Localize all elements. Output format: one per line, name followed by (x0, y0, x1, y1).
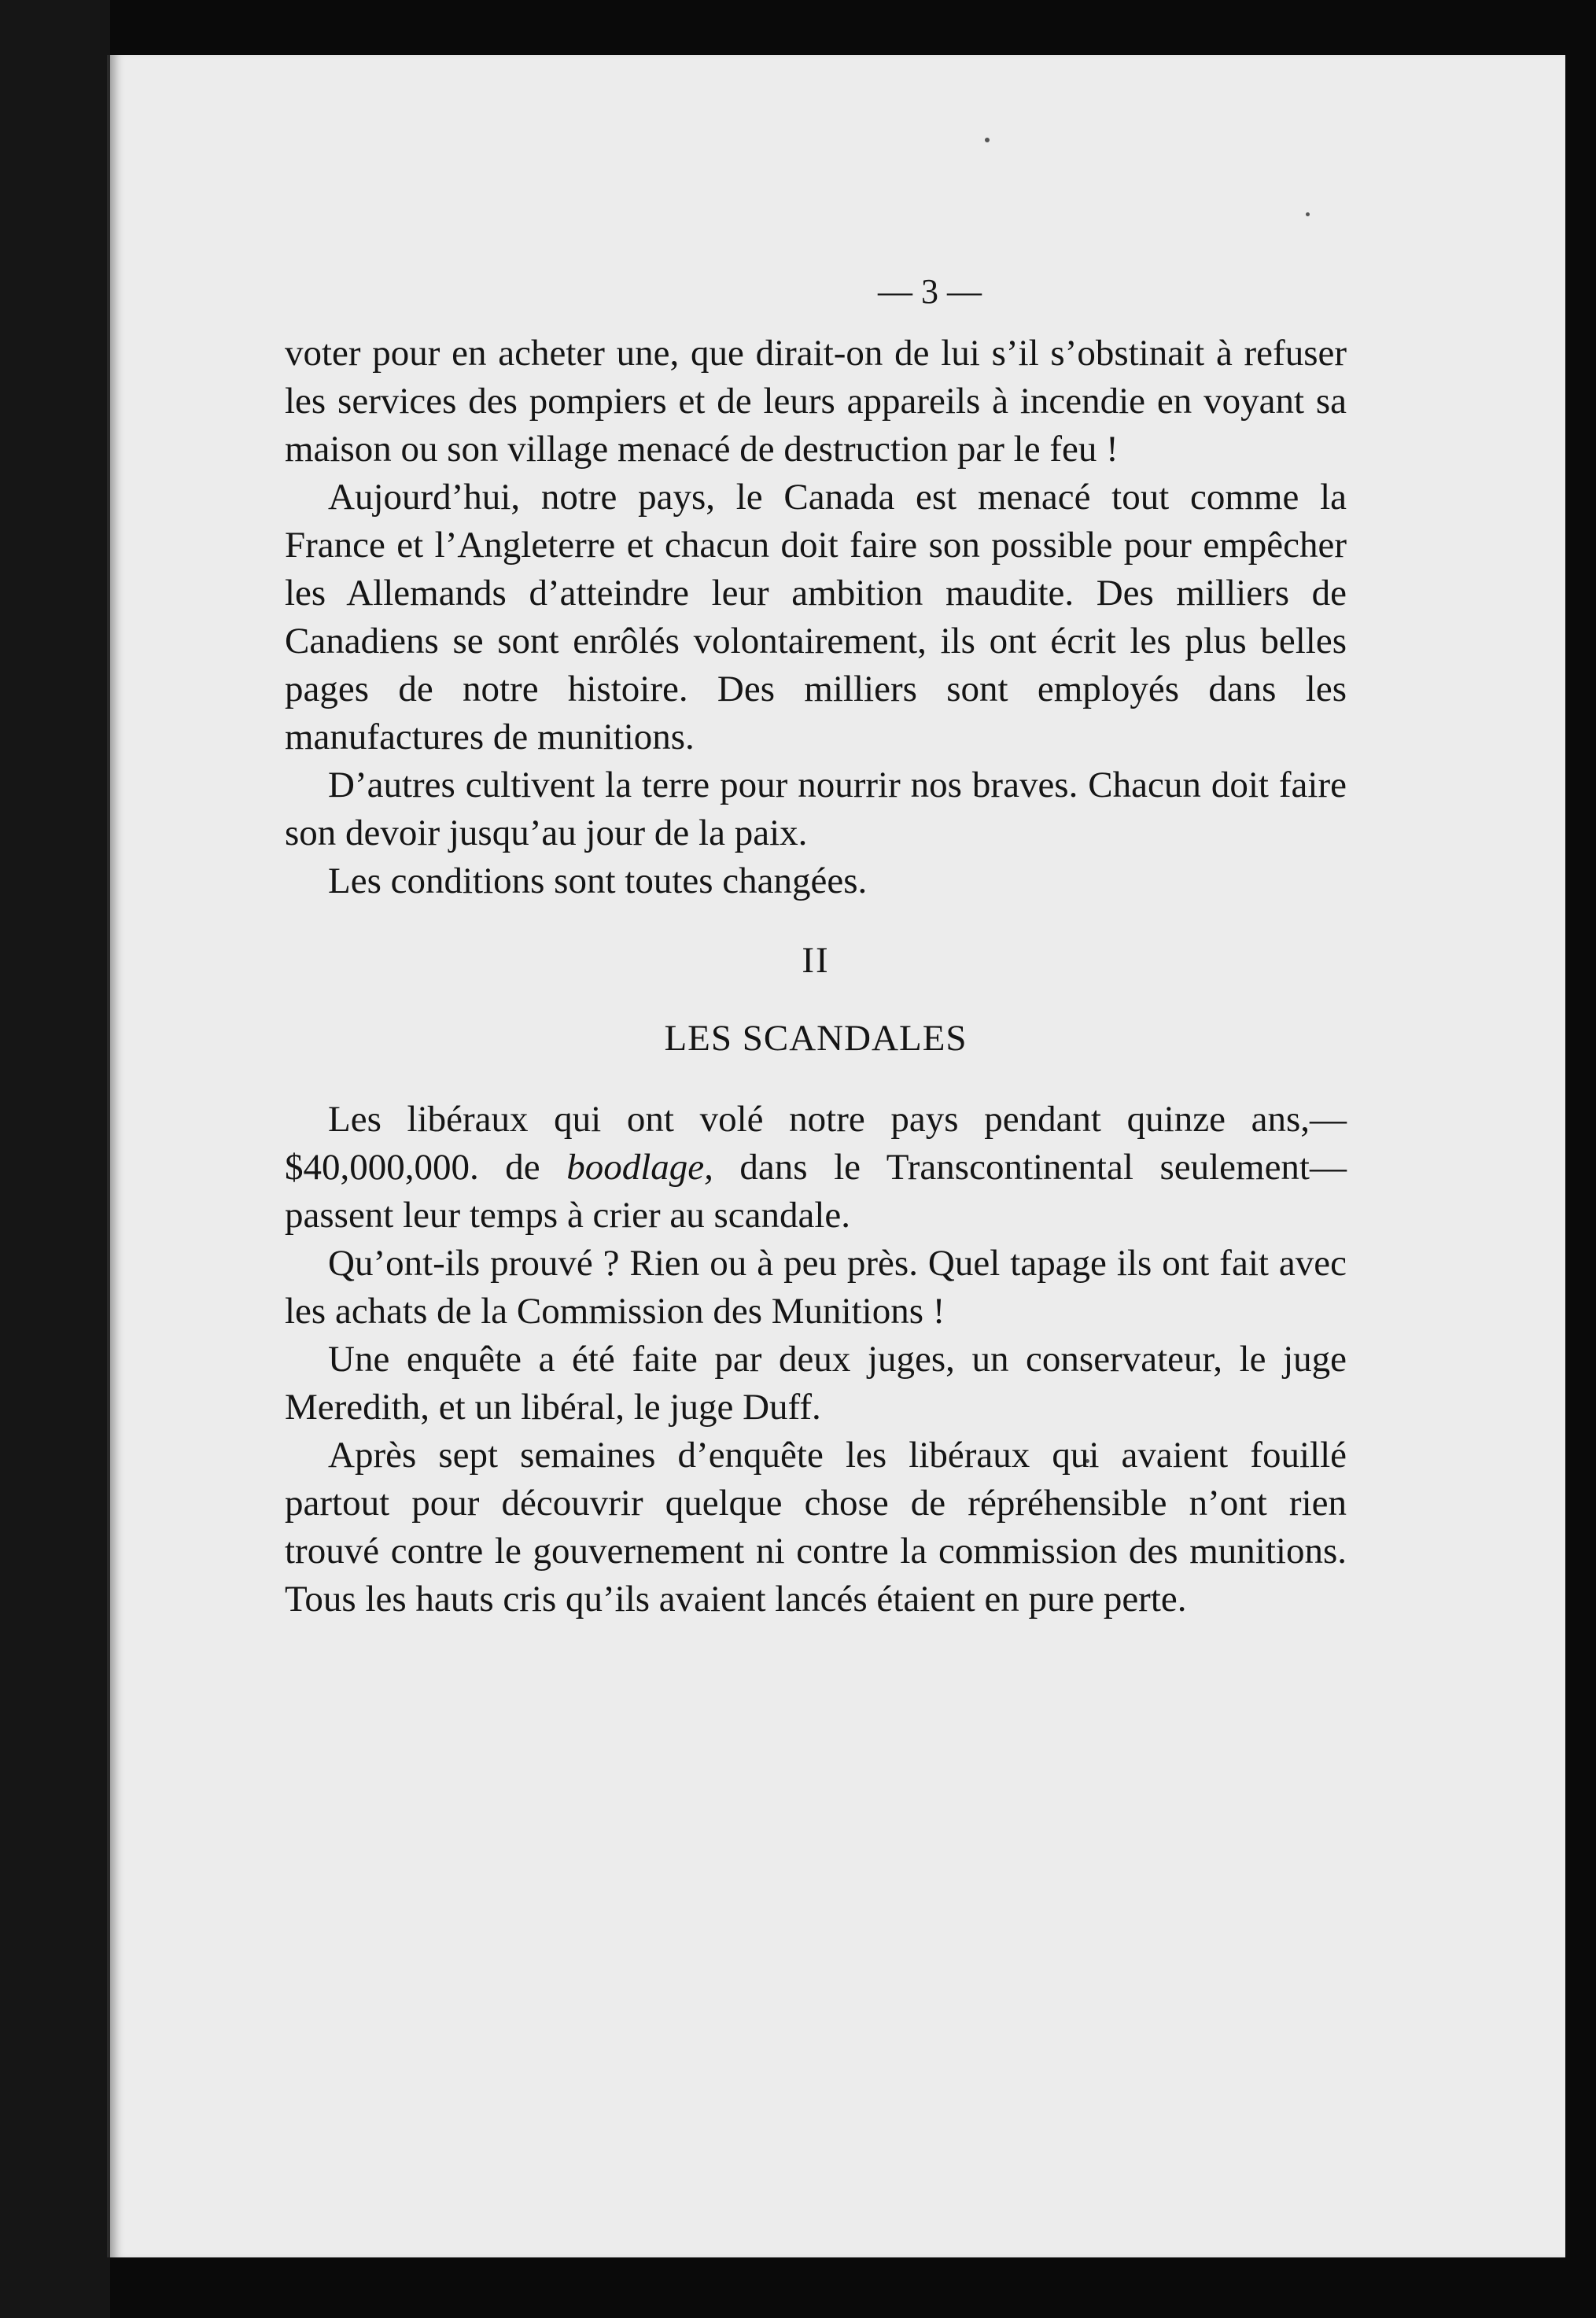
scan-speck (985, 138, 990, 142)
paragraph: Après sept semaines d’enquête les libéraux qui avaient fouillé partout pour découvrir quelque chose de répréhensible n’ont rien trouvé contre le gouvernement ni contre la commission des munitions. Tous les hauts cris qu’ils avaient lancés étaient en pure perte. (285, 1435, 1347, 1620)
paragraph: Aujourd’hui, notre pays, le Canada est menacé tout comme la France et l’Angleterre et chacun doit faire son possible pour empêcher les Allemands d’atteindre leur ambition maudite. Des milliers de Canadiens se sont enrôlés volontairement, ils ont écrit les plus belles pages de notre histoire. Des milliers sont employés dans les manufactures de munitions. (285, 477, 1347, 757)
page-number: — 3 — (878, 272, 982, 311)
paragraph: D’autres cultivent la terre pour nourrir nos braves. Chacun doit faire son devoir jusqu’au jour de la paix. (285, 765, 1347, 853)
paragraph: voter pour en acheter une, que dirait-on de lui s’il s’obstinait à refuser les services des pompiers et de leurs appareils à incendie en voyant sa maison ou son village menacé de destruction par le feu ! (285, 333, 1347, 470)
paragraph (285, 1096, 1347, 1240)
paragraph: Qu’ont-ils prouvé ? Rien ou à peu près. Quel tapage ils ont fait avec les achats de la Commission des Munitions ! (285, 1243, 1347, 1332)
italic-term: boodlage, (566, 1147, 713, 1188)
section-numeral: II (802, 940, 830, 981)
page-content (285, 267, 1347, 1623)
paragraph-text: dans le Transcontinental seulement—passent leur temps à crier au scandale. (285, 1147, 1347, 1236)
scan-speck (1306, 212, 1310, 216)
paragraph-text: Les libéraux qui ont volé notre pays pendant quinze ans,—$40,000,000. de (285, 1099, 1347, 1188)
left-page-edge (0, 0, 110, 2318)
section-title: LES SCANDALES (664, 1018, 968, 1059)
paragraph: Les conditions sont toutes changées. (328, 860, 868, 901)
paragraph: Une enquête a été faite par deux juges, un conservateur, le juge Meredith, et un libéral, le juge Duff. (285, 1339, 1347, 1428)
